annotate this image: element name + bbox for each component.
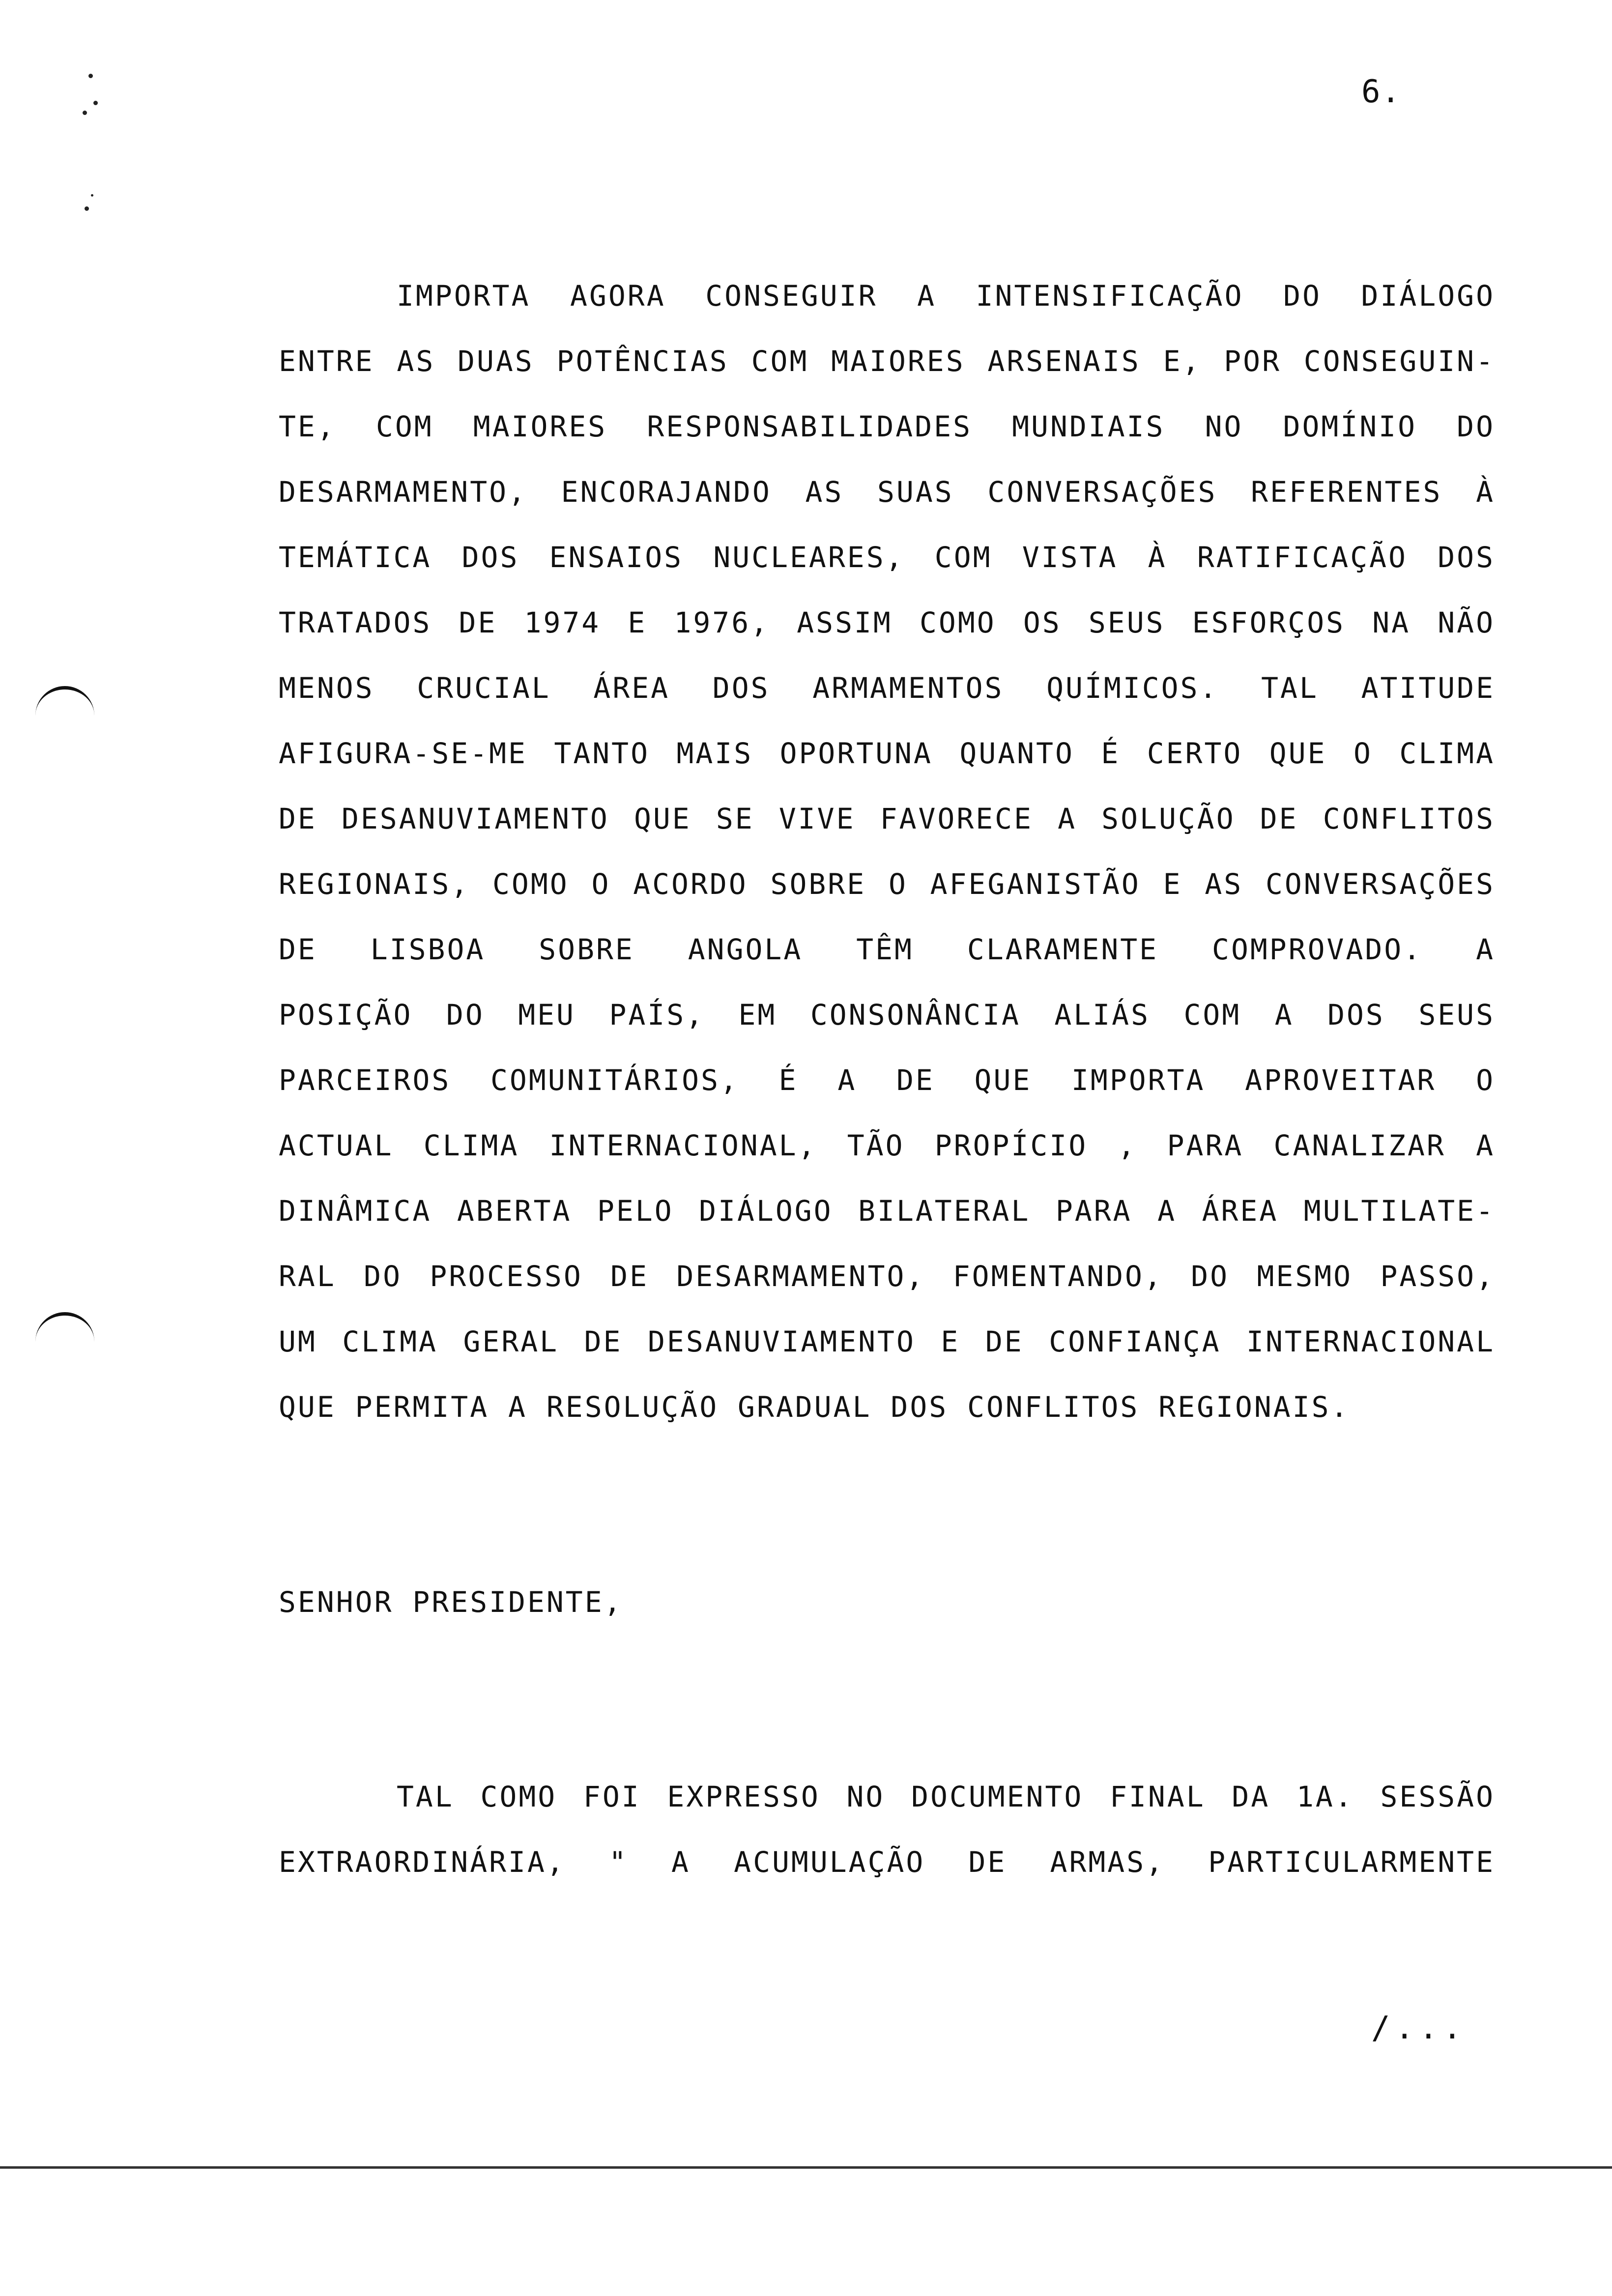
- text-line: RAL DO PROCESSO DE DESARMAMENTO, FOMENTANDO, DO MESMO PASSO,: [279, 1260, 1495, 1293]
- body-paragraph-2: [279, 1764, 1495, 1895]
- text-line: MENOS CRUCIAL ÁREA DOS ARMAMENTOS QUÍMICOS. TAL ATITUDE: [279, 671, 1495, 705]
- punch-hole-mark: [35, 686, 94, 719]
- text-line: TE, COM MAIORES RESPONSABILIDADES MUNDIAIS NO DOMÍNIO DO: [279, 410, 1495, 443]
- text-line: DE LISBOA SOBRE ANGOLA TÊM CLARAMENTE COMPROVADO. A: [279, 933, 1495, 966]
- salutation: SENHOR PRESIDENTE,: [279, 1585, 623, 1619]
- text-line: POSIÇÃO DO MEU PAÍS, EM CONSONÂNCIA ALIÁS COM A DOS SEUS: [279, 998, 1495, 1032]
- text-line: DE DESANUVIAMENTO QUE SE VIVE FAVORECE A SOLUÇÃO DE CONFLITOS: [279, 802, 1495, 835]
- text-line: TRATADOS DE 1974 E 1976, ASSIM COMO OS SEUS ESFORÇOS NA NÃO: [279, 606, 1495, 639]
- scan-speck: [85, 206, 89, 211]
- punch-hole-mark: [35, 1312, 94, 1345]
- text-line: DINÂMICA ABERTA PELO DIÁLOGO BILATERAL PARA A ÁREA MULTILATE-: [279, 1194, 1495, 1228]
- scan-speck: [88, 74, 93, 78]
- scan-speck: [93, 101, 98, 105]
- text-line: AFIGURA-SE-ME TANTO MAIS OPORTUNA QUANTO É CERTO QUE O CLIMA: [279, 737, 1495, 770]
- scan-speck: [83, 111, 87, 115]
- continuation-mark: /...: [1371, 2010, 1467, 2046]
- text-line: DESARMAMENTO, ENCORAJANDO AS SUAS CONVERSAÇÕES REFERENTES À: [279, 475, 1495, 509]
- text-line: TEMÁTICA DOS ENSAIOS NUCLEARES, COM VISTA À RATIFICAÇÃO DOS: [279, 541, 1495, 574]
- text-line: ENTRE AS DUAS POTÊNCIAS COM MAIORES ARSENAIS E, POR CONSEGUIN-: [279, 344, 1495, 378]
- text-line: TAL COMO FOI EXPRESSO NO DOCUMENTO FINAL DA 1A. SESSÃO: [397, 1780, 1495, 1813]
- scan-speck: [91, 194, 93, 197]
- text-line: UM CLIMA GERAL DE DESANUVIAMENTO E DE CONFIANÇA INTERNACIONAL: [279, 1325, 1495, 1358]
- text-line: REGIONAIS, COMO O ACORDO SOBRE O AFEGANISTÃO E AS CONVERSAÇÕES: [279, 867, 1495, 901]
- bottom-rule-divider: [0, 2166, 1612, 2169]
- body-paragraph-1: [279, 263, 1495, 1440]
- text-line: QUE PERMITA A RESOLUÇÃO GRADUAL DOS CONFLITOS REGIONAIS.: [279, 1390, 1350, 1424]
- text-line: PARCEIROS COMUNITÁRIOS, É A DE QUE IMPORTA APROVEITAR O: [279, 1063, 1495, 1097]
- page-number: 6.: [1361, 74, 1402, 110]
- text-line: EXTRAORDINÁRIA, " A ACUMULAÇÃO DE ARMAS, PARTICULARMENTE: [279, 1845, 1495, 1879]
- text-line: ACTUAL CLIMA INTERNACIONAL, TÃO PROPÍCIO , PARA CANALIZAR A: [279, 1129, 1495, 1162]
- text-line: IMPORTA AGORA CONSEGUIR A INTENSIFICAÇÃO DO DIÁLOGO: [397, 279, 1495, 313]
